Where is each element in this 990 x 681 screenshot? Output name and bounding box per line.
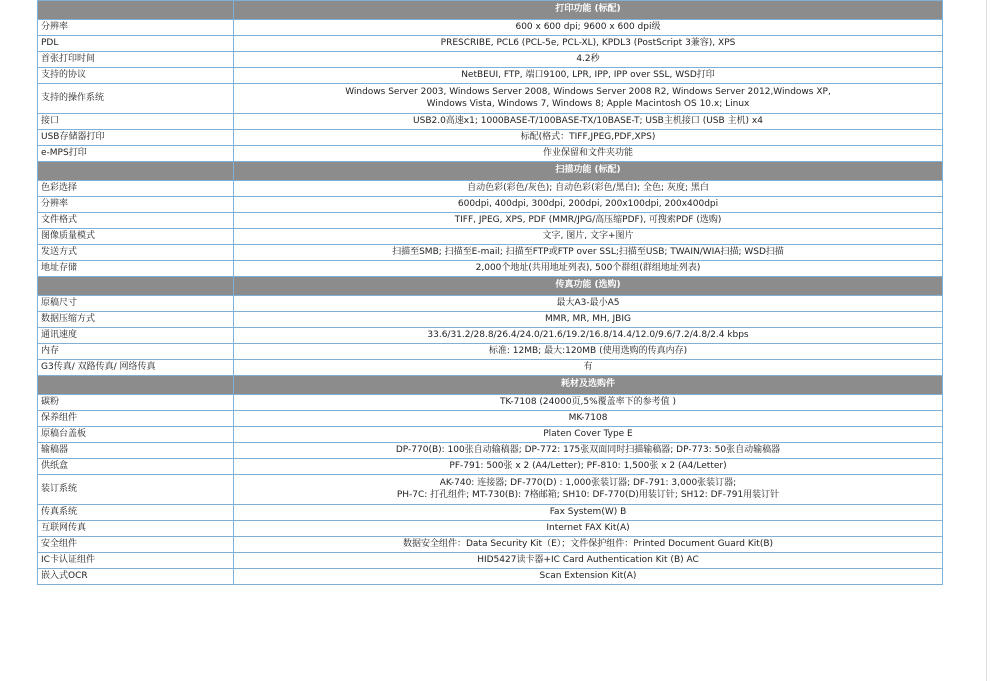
spec-value-line: 有 [583, 361, 593, 372]
spec-row [38, 197, 943, 213]
section-title: 扫描功能 (标配) [234, 162, 943, 181]
spec-label: 传真系统 [38, 505, 234, 521]
spec-row [38, 443, 943, 459]
spec-value-line: 2,000个地址(共用地址列表), 500个群组(群组地址列表) [475, 262, 701, 273]
spec-value-line: NetBEUI, FTP, 端口9100, LPR, IPP, IPP over SSL, WSD打印 [461, 69, 715, 80]
spec-value-line: PF-791: 500张 x 2 (A4/Letter); PF-810: 1,500张 x 2 (A4/Letter) [449, 460, 727, 471]
spec-row [38, 569, 943, 585]
page-edge-divider [986, 0, 987, 681]
spec-value [234, 505, 943, 521]
spec-row [38, 296, 943, 312]
spec-value [234, 261, 943, 277]
section-header-spacer [38, 1, 234, 20]
spec-row [38, 395, 943, 411]
spec-value-line: MK-7108 [568, 412, 608, 423]
spec-row [38, 328, 943, 344]
spec-row [38, 261, 943, 277]
spec-value-line: 标配(格式：TIFF,JPEG,PDF,XPS) [520, 131, 656, 142]
spec-row [38, 411, 943, 427]
spec-label: 嵌入式OCR [38, 569, 234, 585]
spec-label: USB存储器打印 [38, 130, 234, 146]
spec-value-line: 33.6/31.2/28.8/26.4/24.0/21.6/19.2/16.8/14.4/12.0/9.6/7.2/4.8/2.4 kbps [427, 329, 749, 340]
section-header-spacer [38, 277, 234, 296]
spec-value [234, 344, 943, 360]
spec-value [234, 197, 943, 213]
spec-label: 首张打印时间 [38, 52, 234, 68]
section-header-spacer [38, 162, 234, 181]
spec-label: 文件格式 [38, 213, 234, 229]
spec-row [38, 146, 943, 162]
spec-row [38, 130, 943, 146]
spec-value-line: 标准: 12MB; 最大:120MB (使用选购的传真内存) [488, 345, 688, 356]
spec-value [234, 114, 943, 130]
spec-value [234, 245, 943, 261]
spec-label: 分辨率 [38, 20, 234, 36]
spec-label: G3传真/ 双路传真/ 网络传真 [38, 360, 234, 376]
spec-value-line: 600dpi, 400dpi, 300dpi, 200dpi, 200x100dpi, 200x400dpi [457, 198, 719, 209]
spec-row [38, 553, 943, 569]
spec-value-line: MMR, MR, MH, JBIG [545, 313, 631, 324]
spec-value-line: PRESCRIBE, PCL6 (PCL-5e, PCL-XL), KPDL3 (PostScript 3兼容), XPS [440, 37, 736, 48]
spec-row [38, 475, 943, 505]
spec-row [38, 360, 943, 376]
spec-value-line: Windows Server 2003, Windows Server 2008, Windows Server 2008 R2, Windows Server 2012,Windows XP, [345, 87, 831, 98]
spec-value [234, 20, 943, 36]
spec-row [38, 84, 943, 114]
spec-value [234, 395, 943, 411]
spec-label: 原稿尺寸 [38, 296, 234, 312]
spec-label: 分辨率 [38, 197, 234, 213]
spec-value-line: 数据安全组件：Data Security Kit（E）；文件保护组件：Printed Document Guard Kit(B) [402, 538, 774, 549]
spec-value-line: 作业保留和文件夹功能 [542, 147, 633, 158]
spec-row [38, 181, 943, 197]
spec-value-line: Windows Vista, Windows 7, Windows 8; Apple Macintosh OS 10.x; Linux [426, 98, 750, 109]
spec-value [234, 296, 943, 312]
spec-value [234, 569, 943, 585]
spec-row [38, 52, 943, 68]
spec-label: 碳粉 [38, 395, 234, 411]
spec-value [234, 537, 943, 553]
spec-row [38, 521, 943, 537]
spec-label: 色彩选择 [38, 181, 234, 197]
spec-label: IC卡认证组件 [38, 553, 234, 569]
spec-row [38, 537, 943, 553]
spec-value-line: 文字, 图片, 文字+图片 [542, 230, 634, 241]
spec-value-line: Internet FAX Kit(A) [546, 522, 630, 533]
section-title: 打印功能 (标配) [234, 1, 943, 20]
spec-label: 互联网传真 [38, 521, 234, 537]
spec-value-line: Platen Cover Type E [543, 428, 633, 439]
spec-value [234, 52, 943, 68]
section-title: 传真功能 (选购) [234, 277, 943, 296]
spec-row [38, 36, 943, 52]
spec-value [234, 427, 943, 443]
spec-row [38, 213, 943, 229]
spec-label: 支持的操作系统 [38, 84, 234, 114]
spec-label: 内存 [38, 344, 234, 360]
spec-label: e-MPS打印 [38, 146, 234, 162]
spec-value [234, 443, 943, 459]
spec-label: 数据压缩方式 [38, 312, 234, 328]
spec-value-line: TK-7108 (24000页,5%覆盖率下的参考值 ) [499, 396, 677, 407]
spec-label: 输稿器 [38, 443, 234, 459]
section-header [38, 376, 943, 395]
spec-row [38, 245, 943, 261]
spec-label: 安全组件 [38, 537, 234, 553]
spec-row [38, 505, 943, 521]
spec-label: 装订系统 [38, 475, 234, 505]
spec-value-line: 扫描至SMB; 扫描至E-mail; 扫描至FTP或FTP over SSL;扫描至USB; TWAIN/WIA扫描; WSD扫描 [392, 246, 784, 257]
spec-label: 地址存储 [38, 261, 234, 277]
spec-label: PDL [38, 36, 234, 52]
spec-row [38, 114, 943, 130]
spec-value [234, 328, 943, 344]
spec-row [38, 229, 943, 245]
spec-value-line: 600 x 600 dpi; 9600 x 600 dpi级 [515, 21, 661, 32]
spec-value [234, 84, 943, 114]
spec-value-line: 最大A3-最小A5 [556, 297, 620, 308]
spec-value [234, 312, 943, 328]
spec-value [234, 475, 943, 505]
spec-label: 供纸盒 [38, 459, 234, 475]
section-header [38, 162, 943, 181]
spec-value-line: USB2.0高速x1; 1000BASE-T/100BASE-TX/10BASE-T; USB主机接口 (USB 主机) x4 [413, 115, 763, 126]
spec-value-line: 自动色彩(彩色/灰色); 自动色彩(彩色/黑白); 全色; 灰度; 黑白 [467, 182, 709, 193]
spec-row [38, 459, 943, 475]
section-title: 耗材及选购件 [234, 376, 943, 395]
spec-label: 图像质量模式 [38, 229, 234, 245]
spec-value [234, 459, 943, 475]
spec-row [38, 68, 943, 84]
spec-value [234, 36, 943, 52]
spec-label: 通讯速度 [38, 328, 234, 344]
spec-row [38, 427, 943, 443]
spec-value-line: HID5427读卡器+IC Card Authentication Kit (B) AC [477, 554, 699, 565]
spec-label: 原稿台盖板 [38, 427, 234, 443]
section-header [38, 277, 943, 296]
spec-value-line: 4.2秒 [576, 53, 600, 64]
section-header [38, 1, 943, 20]
spec-label: 保养组件 [38, 411, 234, 427]
spec-row [38, 312, 943, 328]
spec-table [37, 0, 943, 585]
spec-value [234, 229, 943, 245]
spec-value [234, 411, 943, 427]
spec-value-line: Scan Extension Kit(A) [539, 570, 637, 581]
spec-value [234, 146, 943, 162]
spec-label: 发送方式 [38, 245, 234, 261]
spec-value [234, 521, 943, 537]
spec-value-line: Fax System(W) B [549, 506, 627, 517]
spec-value-line: DP-770(B): 100张自动输稿器; DP-772: 175张双面同时扫描输稿器; DP-773: 50张自动输稿器 [395, 444, 781, 455]
spec-row [38, 20, 943, 36]
spec-row [38, 344, 943, 360]
spec-value-line: PH-7C: 打孔组件; MT-730(B): 7格邮箱; SH10: DF-770(D)用装订针; SH12: DF-791用装订针 [396, 489, 780, 500]
spec-label: 接口 [38, 114, 234, 130]
spec-label: 支持的协议 [38, 68, 234, 84]
section-header-spacer [38, 376, 234, 395]
spec-sheet [37, 0, 943, 585]
spec-value-line: TIFF, JPEG, XPS, PDF (MMR/JPG/高压缩PDF), 可搜索PDF (选购) [454, 214, 722, 225]
spec-value [234, 130, 943, 146]
spec-value [234, 553, 943, 569]
spec-value [234, 360, 943, 376]
spec-value-line: AK-740: 连接器; DF-770(D) : 1,000张装订器; DF-791: 3,000张装订器; [439, 478, 737, 489]
spec-value [234, 181, 943, 197]
spec-value [234, 213, 943, 229]
spec-value [234, 68, 943, 84]
